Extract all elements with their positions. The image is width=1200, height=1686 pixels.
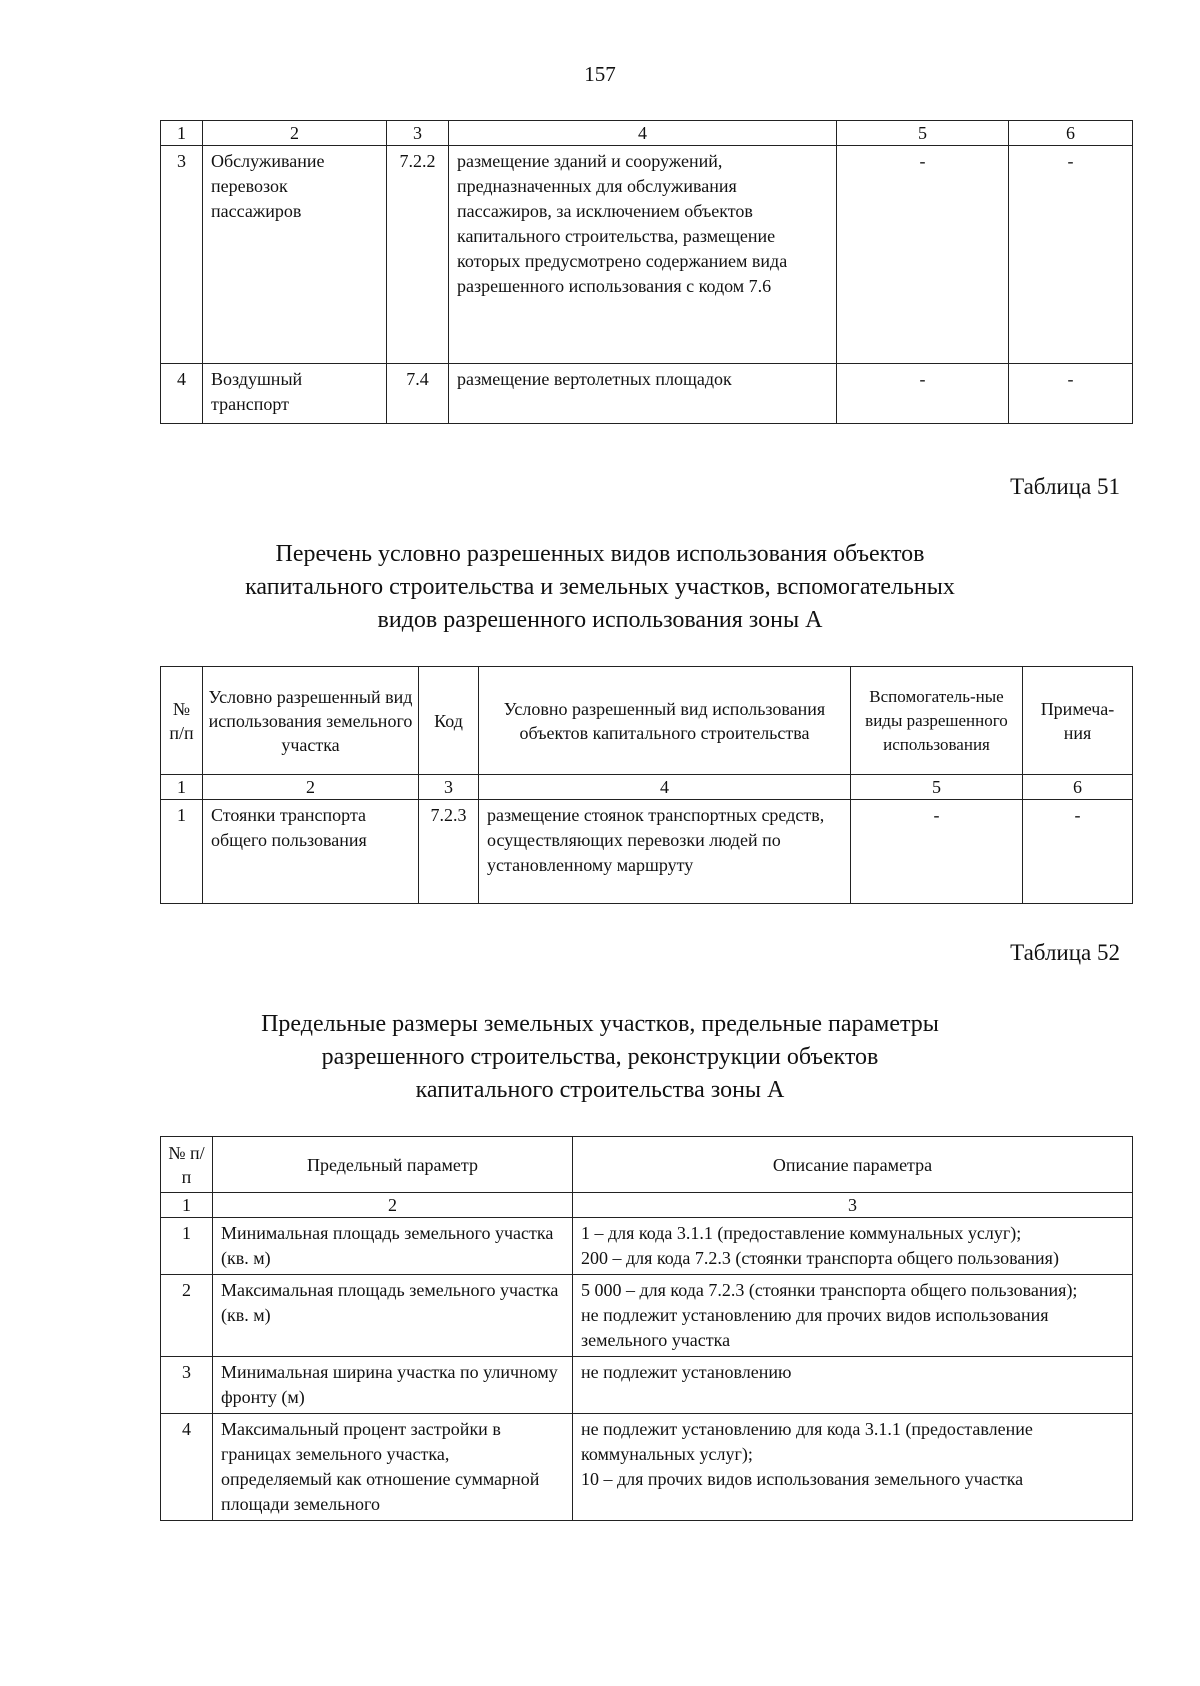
table-52: [160, 1136, 1133, 1521]
parameter-description: [573, 1275, 1133, 1357]
table-row: [161, 1275, 1133, 1357]
column-number: 3: [573, 1193, 1133, 1218]
description-line: 10 – для прочих видов использования земельного участка: [581, 1469, 1024, 1489]
use-description: размещение вертолетных площадок: [449, 364, 837, 424]
notes: -: [1009, 364, 1133, 424]
table-51-label: Таблица 51: [1010, 474, 1120, 499]
use-type-name: Обслуживание перевозок пассажиров: [203, 146, 387, 364]
table-51: [160, 666, 1133, 904]
column-number: 2: [213, 1193, 573, 1218]
title-line: Предельные размеры земельных участков, предельные параметры: [261, 1011, 939, 1037]
column-number-row: [161, 1193, 1133, 1218]
title-line: Перечень условно разрешенных видов использования объектов: [275, 541, 925, 567]
parameter-name: Минимальная ширина участка по уличному фронту (м): [213, 1357, 573, 1414]
table-row: [161, 364, 1133, 424]
column-number: 5: [837, 121, 1009, 146]
table-52-title: [0, 1008, 1200, 1107]
table-continuation: [160, 120, 1133, 424]
row-number: 4: [161, 1414, 213, 1521]
header-notes: Примеча-ния: [1023, 667, 1133, 775]
header-number: № п/п: [161, 1137, 213, 1193]
row-number: 3: [161, 1357, 213, 1414]
header-auxiliary: Вспомогатель-ные виды разрешенного использования: [851, 667, 1023, 775]
table-row: [161, 1218, 1133, 1275]
column-number-row: [161, 121, 1133, 146]
column-number: 3: [387, 121, 449, 146]
use-code: 7.2.3: [419, 800, 479, 904]
table-row: [161, 800, 1133, 904]
parameter-description: [573, 1357, 1133, 1414]
use-code: 7.2.2: [387, 146, 449, 364]
table-51-title: [0, 538, 1200, 637]
row-number: 2: [161, 1275, 213, 1357]
title-line: видов разрешенного использования зоны А: [377, 607, 823, 633]
column-number: 3: [419, 775, 479, 800]
row-number: 4: [161, 364, 203, 424]
column-number: 4: [479, 775, 851, 800]
use-description: размещение стоянок транспортных средств, осуществляющих перевозки людей по установленному маршруту: [479, 800, 851, 904]
auxiliary-uses: -: [837, 146, 1009, 364]
use-type-name: Воздушный транспорт: [203, 364, 387, 424]
parameter-description: [573, 1218, 1133, 1275]
column-number: 1: [161, 775, 203, 800]
parameter-description: [573, 1414, 1133, 1521]
header-row: [161, 1137, 1133, 1193]
header-code: Код: [419, 667, 479, 775]
notes: -: [1023, 800, 1133, 904]
column-number: 2: [203, 775, 419, 800]
parameter-name: Минимальная площадь земельного участка (кв. м): [213, 1218, 573, 1275]
description-line: 5 000 – для кода 7.2.3 (стоянки транспорта общего пользования);: [581, 1280, 1078, 1300]
parameter-name: Максимальный процент застройки в границах земельного участка, определяемый как отношение суммарной площади земельного: [213, 1414, 573, 1521]
table-row: [161, 1357, 1133, 1414]
description-line: не подлежит установлению: [581, 1362, 792, 1382]
title-line: капитального строительства и земельных участков, вспомогательных: [245, 574, 955, 600]
parameter-name: Максимальная площадь земельного участка (кв. м): [213, 1275, 573, 1357]
header-description: Описание параметра: [573, 1137, 1133, 1193]
page-number: 157: [584, 62, 616, 86]
row-number: 1: [161, 1218, 213, 1275]
table-row: [161, 146, 1133, 364]
notes: -: [1009, 146, 1133, 364]
column-number: 1: [161, 121, 203, 146]
description-line: 1 – для кода 3.1.1 (предоставление коммунальных услуг);: [581, 1223, 1022, 1243]
header-row: [161, 667, 1133, 775]
column-number: 2: [203, 121, 387, 146]
column-number: 6: [1023, 775, 1133, 800]
header-capital-use: Условно разрешенный вид использования объектов капитального строительства: [479, 667, 851, 775]
use-description: размещение зданий и сооружений, предназначенных для обслуживания пассажиров, за исключением объектов капитального строительства, размещение которых предусмотрено содержанием вида разрешенного использования с кодом 7.6: [449, 146, 837, 364]
table-52-label: Таблица 52: [1010, 940, 1120, 965]
use-code: 7.4: [387, 364, 449, 424]
auxiliary-uses: -: [837, 364, 1009, 424]
description-line: не подлежит установлению для кода 3.1.1 (предоставление коммунальных услуг);: [581, 1419, 1033, 1464]
use-type-name: Стоянки транспорта общего пользования: [203, 800, 419, 904]
description-line: 200 – для кода 7.2.3 (стоянки транспорта общего пользования): [581, 1248, 1059, 1268]
header-parameter: Предельный параметр: [213, 1137, 573, 1193]
header-number: № п/п: [161, 667, 203, 775]
column-number-row: [161, 775, 1133, 800]
column-number: 6: [1009, 121, 1133, 146]
column-number: 4: [449, 121, 837, 146]
auxiliary-uses: -: [851, 800, 1023, 904]
description-line: не подлежит установлению для прочих видов использования земельного участка: [581, 1305, 1049, 1350]
row-number: 1: [161, 800, 203, 904]
title-line: разрешенного строительства, реконструкции объектов: [321, 1044, 879, 1070]
title-line: капитального строительства зоны А: [415, 1077, 785, 1103]
row-number: 3: [161, 146, 203, 364]
column-number: 5: [851, 775, 1023, 800]
header-land-use: Условно разрешенный вид использования земельного участка: [203, 667, 419, 775]
table-row: [161, 1414, 1133, 1521]
column-number: 1: [161, 1193, 213, 1218]
